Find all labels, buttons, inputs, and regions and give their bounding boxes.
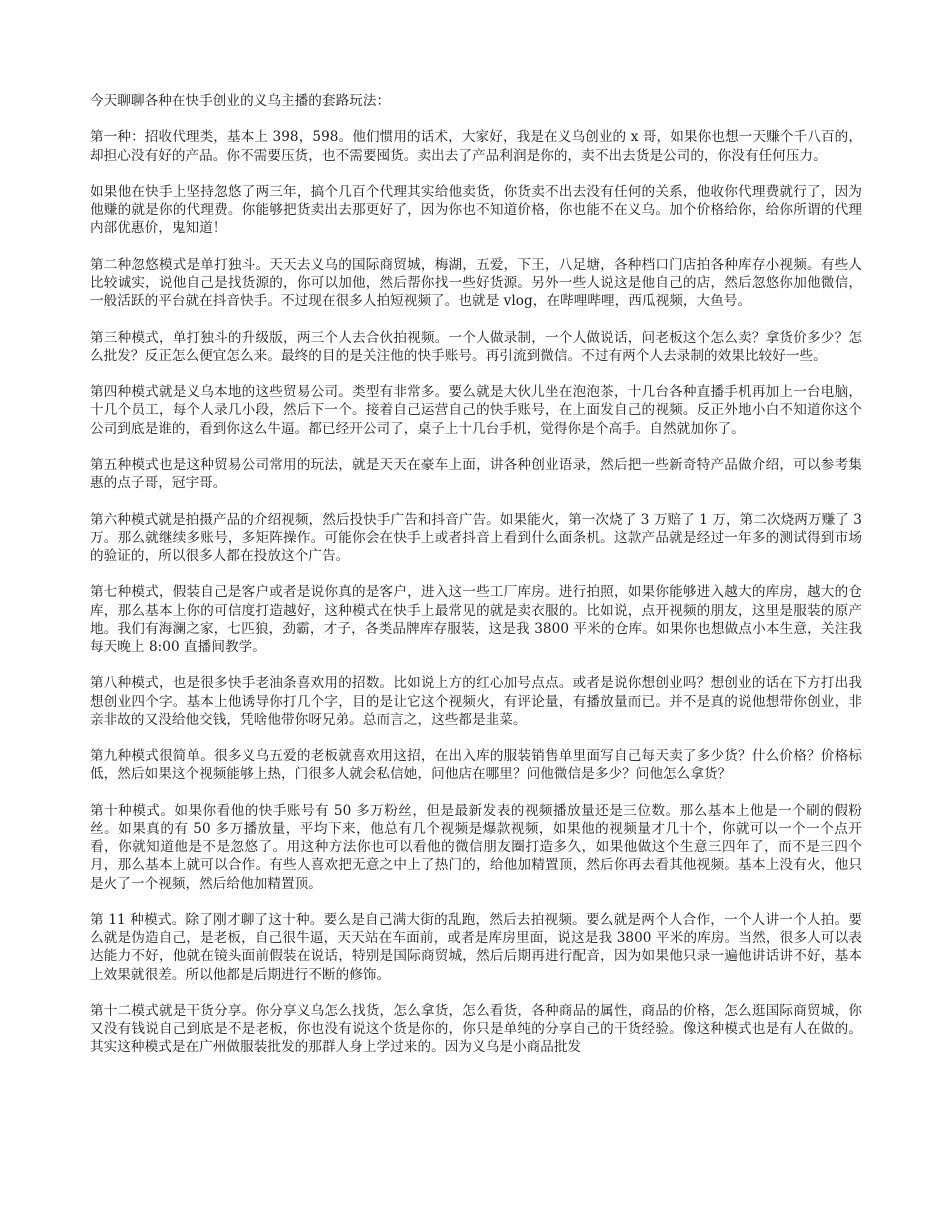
paragraph-mode-1: 第一种：招收代理类，基本上 398，598。他们惯用的话术，大家好，我是在义乌创业的 x 哥，如果你也想一天赚个千八百的，却担心没有好的产品。你不需要压货，也不需要囤货。卖出去了产品利润是你的，卖不出去货是公司的，你没有任何压力。	[90, 129, 862, 164]
paragraph-mode-2: 第二种忽悠模式是单打独斗。天天去义乌的国际商贸城，梅湖，五爱，下王，八足塘，各种档口门店拍各种库存小视频。有些人比较诚实，说他自己是找货源的，你可以加他，然后帮你找一些好货源。另外一些人说这是他自己的店，然后忽悠你加他微信，一般活跃的平台就在抖音快手。不过现在很多人拍短视频了。也就是 vlog，在哔哩哔哩，西瓜视频，大鱼号。	[90, 256, 862, 310]
paragraph-mode-11: 第 11 种模式。除了刚才聊了这十种。要么是自己满大街的乱跑，然后去拍视频。要么就是两个人合作，一个人讲一个人拍。要么就是伪造自己，是老板，自己很牛逼，天天站在车面前，或者是库房里面，说这是我 3800 平米的库房。当然，很多人可以表达能力不好，他就在镜头面前假装在说话，特别是国际商贸城，然后后期再进行配音，因为如果他只录一遍他讲话讲不好，基本上效果就很差。所以他都是后期进行不断的修饰。	[90, 911, 862, 983]
paragraph-mode-5: 第五种模式也是这种贸易公司常用的玩法，就是天天在豪车上面，讲各种创业语录，然后把一些新奇特产品做介绍，可以参考集惠的点子哥，冠宇哥。	[90, 456, 862, 492]
paragraph-mode-4: 第四种模式就是义乌本地的这些贸易公司。类型有非常多。要么就是大伙儿坐在泡泡茶，十几台各种直播手机再加上一台电脑，十几个员工，每个人录几小段，然后下一个。接着自己运营自己的快手账号，在上面发自己的视频。反正外地小白不知道你这个公司到底是谁的，看到你这么牛逼。都已经开公司了，桌子上十几台手机，觉得你是个高手。自然就加你了。	[90, 384, 862, 437]
document-body	[90, 92, 862, 1075]
paragraph-mode-6: 第六种模式就是拍摄产品的介绍视频，然后投快手广告和抖音广告。如果能火，第一次烧了 3 万赔了 1 万，第二次烧两万赚了 3 万。那么就继续多账号，多矩阵操作。可能你会在快手上或者抖音上看到什么面条机。这款产品就是经过一年多的测试得到市场的验证的，所以很多人都在投放这个广告。	[90, 511, 862, 564]
paragraph-mode-8: 第八种模式，也是很多快手老油条喜欢用的招数。比如说上方的红心加号点点。或者是说你想创业吗？想创业的话在下方打出我想创业四个字。基本上他诱导你打几个字，目的是让它这个视频火，有评论量，有播放量而已。并不是真的说他想带你创业，非亲非故的又没给他交钱，凭啥他带你呀兄弟。总而言之，这些都是韭菜。	[90, 675, 862, 728]
paragraph-mode-9: 第九种模式很简单。很多义乌五爱的老板就喜欢用这招，在出入库的服装销售单里面写自己每天卖了多少货？什么价格？价格标低，然后如果这个视频能够上热，门很多人就会私信她，问他店在哪里？问他微信是多少？问他怎么拿货？	[90, 748, 862, 783]
intro-line: 今天聊聊各种在快手创业的义乌主播的套路玩法：	[90, 93, 391, 109]
paragraph-mode-12: 第十二模式就是干货分享。你分享义乌怎么找货，怎么拿货，怎么看货，各种商品的属性，商品的价格，怎么逛国际商贸城，你又没有钱说自己到底是不是老板，你也没有说这个货是你的，你只是单纯的分享自己的干货经验。像这种模式也是有人在做的。其实这种模式是在广州做服装批发的那群人身上学过来的。因为义乌是小商品批发	[90, 1002, 862, 1056]
paragraph-mode-7: 第七种模式，假装自己是客户或者是说你真的是客户，进入这一些工厂库房。进行拍照，如果你能够进入越大的库房，越大的仓库，那么基本上你的可信度打造越好，这种模式在快手上最常见的就是卖衣服的。比如说，点开视频的朋友，这里是服装的原产地。我们有海澜之家，七匹狼，劲霸，才子，各类品牌库存服装，这是我 3800 平米的仓库。如果你也想做点小本生意，关注我每天晚上 8:00 直播间教学。	[90, 584, 862, 655]
paragraph-mode-1-continued: 如果他在快手上坚持忽悠了两三年，搞个几百个代理其实给他卖货，你货卖不出去没有任何的关系，他收你代理费就行了，因为他赚的就是你的代理费。你能够把货卖出去那更好了，因为你也不知道价格，你也能不在义乌。加个价格给你，给你所谓的代理内部优惠价，鬼知道！	[90, 183, 862, 237]
paragraph-mode-3: 第三种模式，单打独斗的升级版，两三个人去合伙拍视频。一个人做录制，一个人做说话，问老板这个怎么卖？拿货价多少？怎么批发？反正怎么便宜怎么来。最终的目的是关注他的快手账号。再引流到微信。不过有两个人去录制的效果比较好一些。	[90, 329, 862, 364]
paragraph-mode-10: 第十种模式。如果你看他的快手账号有 50 多万粉丝，但是最新发表的视频播放量还是三位数。那么基本上他是一个刷的假粉丝。如果真的有 50 多万播放量，平均下来，他总有几个视频是爆款视频，如果他的视频量才几十个，你就可以一个一个点开看，你就知道他是不是忽悠了。用这种方法你也可以看他的微信朋友圈打造多久，如果他做这个生意三四年了，而不是三四个月，那么基本上就可以合作。有些人喜欢把无意之中上了热门的，给他加精置顶，然后你再去看其他视频。基本上没有火，他只是火了一个视频，然后给他加精置顶。	[90, 802, 862, 892]
